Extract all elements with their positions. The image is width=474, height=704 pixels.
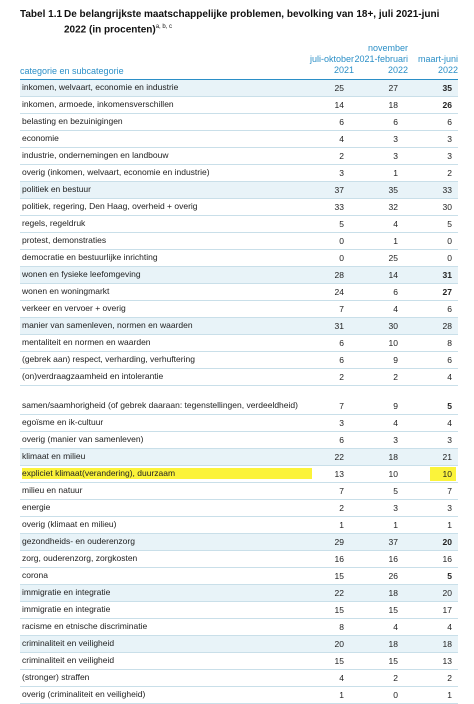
col-header-2: november 2021-februari 2022 (354, 43, 408, 75)
row-value-col1: 0 (339, 253, 344, 263)
row-value-col2: 18 (388, 588, 398, 598)
row-value-col1: 15 (334, 571, 344, 581)
row-category: overig (inkomen, welvaart, economie en industrie) (22, 167, 210, 177)
row-category: corona (22, 570, 48, 580)
table-row (20, 182, 458, 199)
row-category: energie (22, 502, 51, 512)
table-row (20, 568, 458, 585)
table-row (20, 386, 458, 415)
row-category: immigratie en integratie (22, 587, 111, 597)
row-value-col2: 16 (388, 554, 398, 564)
row-category: inkomen, welvaart, economie en industrie (22, 82, 179, 92)
row-value-col1: 20 (334, 639, 344, 649)
row-value-col1: 16 (334, 554, 344, 564)
row-value-col1: 8 (339, 622, 344, 632)
row-category: egoïsme en ik-cultuur (22, 417, 104, 427)
row-category: inkomen, armoede, inkomensverschillen (22, 99, 174, 109)
row-value-col1: 14 (334, 100, 344, 110)
row-value-col2: 9 (393, 401, 398, 411)
row-value-col3: 6 (447, 117, 452, 127)
row-value-col1: 25 (334, 83, 344, 93)
row-value-col2: 15 (388, 656, 398, 666)
row-value-col2: 26 (388, 571, 398, 581)
row-value-col2: 18 (388, 639, 398, 649)
table-row (20, 216, 458, 233)
table-row (20, 250, 458, 267)
row-value-col2: 15 (388, 605, 398, 615)
row-value-col1: 3 (339, 168, 344, 178)
row-category: industrie, ondernemingen en landbouw (22, 150, 169, 160)
row-value-col2: 18 (388, 100, 398, 110)
table-row (20, 585, 458, 602)
row-category: politiek, regering, Den Haag, overheid + overig (22, 201, 198, 211)
table-row (20, 415, 458, 432)
row-category: immigratie en integratie (22, 604, 111, 614)
row-value-col3: 2 (447, 673, 452, 683)
row-category: expliciet klimaat(verandering), duurzaam (22, 468, 312, 479)
row-category: milieu en natuur (22, 485, 83, 495)
row-value-col2: 1 (393, 168, 398, 178)
row-value-col1: 6 (339, 435, 344, 445)
table-row (20, 233, 458, 250)
table-row (20, 449, 458, 466)
row-value-col2: 1 (393, 520, 398, 530)
row-value-col2: 3 (393, 503, 398, 513)
row-category: democratie en bestuurlijke inrichting (22, 252, 158, 262)
row-category: (gebrek aan) respect, verharding, verhuftering (22, 354, 195, 364)
table-row (20, 483, 458, 500)
table-row (20, 369, 458, 386)
row-value-col3: 0 (447, 236, 452, 246)
row-value-col1: 2 (339, 372, 344, 382)
row-value-col3: 17 (442, 605, 452, 615)
row-category: protest, demonstraties (22, 235, 107, 245)
row-category: criminaliteit en veiligheid (22, 638, 115, 648)
row-value-col3: 6 (447, 304, 452, 314)
row-value-col3: 28 (442, 321, 452, 331)
row-value-col3: 16 (442, 554, 452, 564)
row-value-col1: 22 (334, 588, 344, 598)
table-row (20, 80, 458, 97)
table-row (20, 517, 458, 534)
row-value-col3: 4 (447, 418, 452, 428)
row-value-col1: 31 (334, 321, 344, 331)
row-category: regels, regeldruk (22, 218, 86, 228)
row-value-col3: 35 (442, 83, 452, 93)
row-value-col1: 7 (339, 486, 344, 496)
table-row (20, 551, 458, 568)
row-value-col3: 3 (447, 134, 452, 144)
table-row (20, 335, 458, 352)
row-value-col3: 2 (447, 168, 452, 178)
row-value-col3: 5 (447, 571, 452, 581)
table-number: Tabel 1.1 (20, 9, 63, 20)
table-row (20, 267, 458, 284)
row-value-col2: 35 (388, 185, 398, 195)
row-value-col2: 5 (393, 486, 398, 496)
row-value-col3: 20 (442, 537, 452, 547)
table-row (20, 500, 458, 517)
row-value-col1: 22 (334, 452, 344, 462)
row-value-col2: 4 (393, 622, 398, 632)
row-value-col2: 3 (393, 134, 398, 144)
col-header-1: juli-oktober 2021 (309, 54, 354, 75)
table-row (20, 602, 458, 619)
row-value-col3: 5 (447, 401, 452, 411)
row-value-col2: 30 (388, 321, 398, 331)
row-value-col3: 26 (442, 100, 452, 110)
row-value-col2: 4 (393, 219, 398, 229)
row-value-col1: 1 (339, 690, 344, 700)
row-value-col1: 28 (334, 270, 344, 280)
row-value-col3: 4 (447, 372, 452, 382)
row-value-col2: 10 (388, 338, 398, 348)
row-value-col1: 37 (334, 185, 344, 195)
row-value-col2: 18 (388, 452, 398, 462)
row-value-col1: 1 (339, 520, 344, 530)
row-value-col1: 7 (339, 304, 344, 314)
row-value-col3: 10 (442, 469, 452, 479)
row-category: criminaliteit en veiligheid (22, 655, 115, 665)
row-value-col3: 33 (442, 185, 452, 195)
table-row (20, 653, 458, 670)
row-value-col3: 0 (447, 253, 452, 263)
row-value-col2: 0 (393, 690, 398, 700)
row-value-col2: 9 (393, 355, 398, 365)
row-category: racisme en etnische discriminatie (22, 621, 148, 631)
row-value-col1: 4 (339, 673, 344, 683)
row-value-col3: 3 (447, 151, 452, 161)
row-value-col3: 5 (447, 219, 452, 229)
row-value-col1: 3 (339, 418, 344, 428)
row-category: politiek en bestuur (22, 184, 91, 194)
table-row (20, 165, 458, 182)
row-value-col2: 10 (388, 469, 398, 479)
row-category: samen/saamhorigheid (of gebrek daaraan: tegenstellingen, verdeeldheid) (22, 400, 298, 410)
table-title-text: De belangrijkste maatschappelijke problemen, bevolking van 18+, juli 2021-juni 2022 (in procenten)$^{a, b, c}$ (64, 9, 440, 36)
table-row (20, 534, 458, 551)
row-category: belasting en bezuinigingen (22, 116, 123, 126)
footnote-markers: a, b, c (155, 24, 173, 30)
table-row (20, 636, 458, 653)
row-value-col1: 13 (334, 469, 344, 479)
data-table (20, 80, 458, 704)
row-category: overig (criminaliteit en veiligheid) (22, 689, 146, 699)
row-category: wonen en fysieke leefomgeving (22, 269, 141, 279)
row-category: klimaat en milieu (22, 451, 86, 461)
table-row (20, 619, 458, 636)
row-value-col1: 15 (334, 656, 344, 666)
row-value-col2: 27 (388, 83, 398, 93)
table-row (20, 687, 458, 704)
row-value-col2: 37 (388, 537, 398, 547)
row-value-col1: 6 (339, 338, 344, 348)
table-row (20, 284, 458, 301)
row-value-col2: 32 (388, 202, 398, 212)
row-value-col2: 2 (393, 673, 398, 683)
row-value-col1: 4 (339, 134, 344, 144)
table-row (20, 352, 458, 369)
row-value-col1: 2 (339, 503, 344, 513)
row-value-col3: 3 (447, 435, 452, 445)
row-value-col3: 20 (442, 588, 452, 598)
row-value-col1: 0 (339, 236, 344, 246)
row-value-col2: 6 (393, 287, 398, 297)
table-row (20, 148, 458, 165)
table-row (20, 318, 458, 335)
row-value-col3: 3 (447, 503, 452, 513)
table-row (20, 199, 458, 216)
row-value-col3: 4 (447, 622, 452, 632)
row-value-col1: 15 (334, 605, 344, 615)
table-row (20, 301, 458, 318)
row-value-col1: 33 (334, 202, 344, 212)
row-value-col2: 3 (393, 151, 398, 161)
row-value-col2: 6 (393, 117, 398, 127)
row-category: (on)verdraagzaamheid en intolerantie (22, 371, 164, 381)
table-row (20, 97, 458, 114)
table-row (20, 670, 458, 687)
row-category: verkeer en vervoer + overig (22, 303, 126, 313)
row-value-col2: 3 (393, 435, 398, 445)
row-category: economie (22, 133, 59, 143)
row-value-col2: 2 (393, 372, 398, 382)
row-category: overig (klimaat en milieu) (22, 519, 117, 529)
row-value-col3: 8 (447, 338, 452, 348)
row-value-col2: 4 (393, 304, 398, 314)
row-value-col3: 30 (442, 202, 452, 212)
table-row (20, 432, 458, 449)
row-value-col1: 2 (339, 151, 344, 161)
row-category: overig (manier van samenleven) (22, 434, 144, 444)
table-row (20, 131, 458, 148)
row-value-col1: 5 (339, 219, 344, 229)
row-value-col2: 1 (393, 236, 398, 246)
row-value-col2: 25 (388, 253, 398, 263)
table-title (20, 9, 460, 36)
row-category: wonen en woningmarkt (22, 286, 110, 296)
row-value-col3: 1 (447, 690, 452, 700)
row-category: mentaliteit en normen en waarden (22, 337, 151, 347)
row-value-col3: 1 (447, 520, 452, 530)
row-category: gezondheids- en ouderenzorg (22, 536, 135, 546)
row-value-col3: 18 (442, 639, 452, 649)
category-header: categorie en subcategorie (20, 66, 124, 76)
row-value-col1: 7 (339, 401, 344, 411)
row-value-col3: 13 (442, 656, 452, 666)
row-value-col3: 31 (442, 270, 452, 280)
row-value-col2: 4 (393, 418, 398, 428)
row-value-col3: 27 (442, 287, 452, 297)
table-header (20, 45, 458, 78)
row-value-col1: 6 (339, 117, 344, 127)
table-row (20, 466, 458, 483)
row-value-col1: 29 (334, 537, 344, 547)
table-row (20, 114, 458, 131)
row-category: (stronger) straffen (22, 672, 90, 682)
row-value-col1: 24 (334, 287, 344, 297)
row-category: manier van samenleven, normen en waarden (22, 320, 193, 330)
row-value-col3: 7 (447, 486, 452, 496)
row-value-col3: 6 (447, 355, 452, 365)
row-category: zorg, ouderenzorg, zorgkosten (22, 553, 138, 563)
row-value-col3: 21 (442, 452, 452, 462)
col-header-3: maart-juni 2022 (417, 54, 458, 75)
row-value-col2: 14 (388, 270, 398, 280)
row-value-col1: 6 (339, 355, 344, 365)
